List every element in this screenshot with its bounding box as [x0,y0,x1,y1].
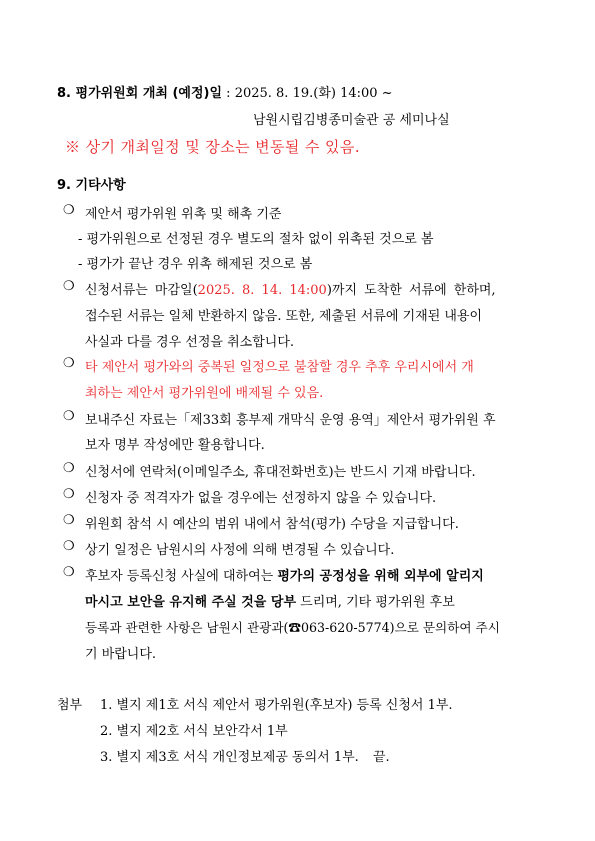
bullet9-emphasis: 마시고 보안을 유지해 주실 것을 당부 [85,595,296,610]
bullet4-line1: 보내주신 자료는「제33회 흥부제 개막식 운영 용역」제안서 평가위원 후 [85,413,496,428]
bullet9-line4: 기 바랍니다. [85,647,157,662]
bullet6-text: 신청자 중 적격자가 없을 경우에는 선정하지 않을 수 있습니다. [85,491,437,506]
bullet-icon: ❍ [63,539,75,554]
bullet2-line3: 사실과 다를 경우 선정을 취소합니다. [85,335,295,350]
bullet-icon: ❍ [63,356,75,371]
section8-line [57,82,393,101]
bullet9-line3: 등록과 관련한 사항은 남원시 관광과(☎063-620-5774)으로 문의하여 주시 [85,620,500,635]
section8-heading: 8. 평가위원회 개최 (예정)일 [57,86,223,101]
bullet2-text-post: )까지 도착한 서류에 한하며, [326,283,496,298]
bullet9-text-post: 드리며, 기타 평가위원 후보 [296,595,455,610]
bullet-icon: ❍ [63,409,75,424]
bullet9-text-pre: 후보자 등록신청 사실에 대하여는 [85,569,278,584]
section8-place: 남원시립김병종미술관 공 세미나실 [253,113,450,128]
bullet-icon: ❍ [63,565,75,580]
bullet9-line1 [85,565,484,584]
bullet1-sub2: - 평가가 끝난 경우 위촉 해제된 것으로 봄 [78,257,313,272]
deadline-date: 2025. 8. 14. 14:00 [197,283,327,298]
attachment-3-line [100,746,390,765]
bullet-icon: ❍ [63,513,75,528]
bullet3-line2: 최하는 제안서 평가위원에 배제될 수 있음. [85,386,324,401]
bullet3-line1: 타 제안서 평가와의 중복된 일정으로 불참할 경우 추후 우리시에서 개 [85,360,474,375]
bullet-icon: ❍ [63,279,75,294]
bullet-icon: ❍ [63,203,75,218]
bullet2-line1 [85,279,496,298]
bullet8-text: 상기 일정은 남원시의 사정에 의해 변경될 수 있습니다. [85,543,395,558]
section8-separator: : [222,86,235,101]
bullet1-sub1: - 평가위원으로 선정된 경우 별도의 절차 없이 위촉된 것으로 봄 [78,232,434,247]
attachments-label: 첨부 [57,698,83,713]
section9-heading: 9. 기타사항 [57,178,126,193]
bullet9-emphasis: 평가의 공정성을 위해 외부에 알리지 [277,569,484,584]
bullet-icon: ❍ [63,487,75,502]
bullet5-text: 신청서에 연락처(이메일주소, 휴대전화번호)는 반드시 기재 바랍니다. [85,465,476,480]
attachment-3: 3. 별지 제3호 서식 개인정보제공 동의서 1부. [100,750,359,765]
section8-datetime: 2025. 8. 19.(화) 14:00 ~ [234,86,393,101]
bullet2-line2: 접수된 서류는 일체 반환하지 않음. 또한, 제출된 서류에 기재된 내용이 [85,309,483,324]
bullet4-line2: 보자 명부 작성에만 활용합니다. [85,438,265,453]
attachment-2: 2. 별지 제2호 서식 보안각서 1부 [100,724,288,739]
bullet1-text: 제안서 평가위원 위촉 및 해촉 기준 [85,207,282,222]
bullet9-line2 [85,591,455,610]
bullet-icon: ❍ [63,461,75,476]
bullet7-text: 위원회 참석 시 예산의 범위 내에서 참석(평가) 수당을 지급합니다. [85,517,459,532]
bullet2-text-pre: 신청서류는 마감일( [85,283,198,298]
attachment-1: 1. 별지 제1호 서식 제안서 평가위원(후보자) 등록 신청서 1부. [100,698,453,713]
section8-notice: ※ 상기 개최일정 및 장소는 변동될 수 있음. [65,138,360,156]
end-mark: 끝. [372,750,390,765]
